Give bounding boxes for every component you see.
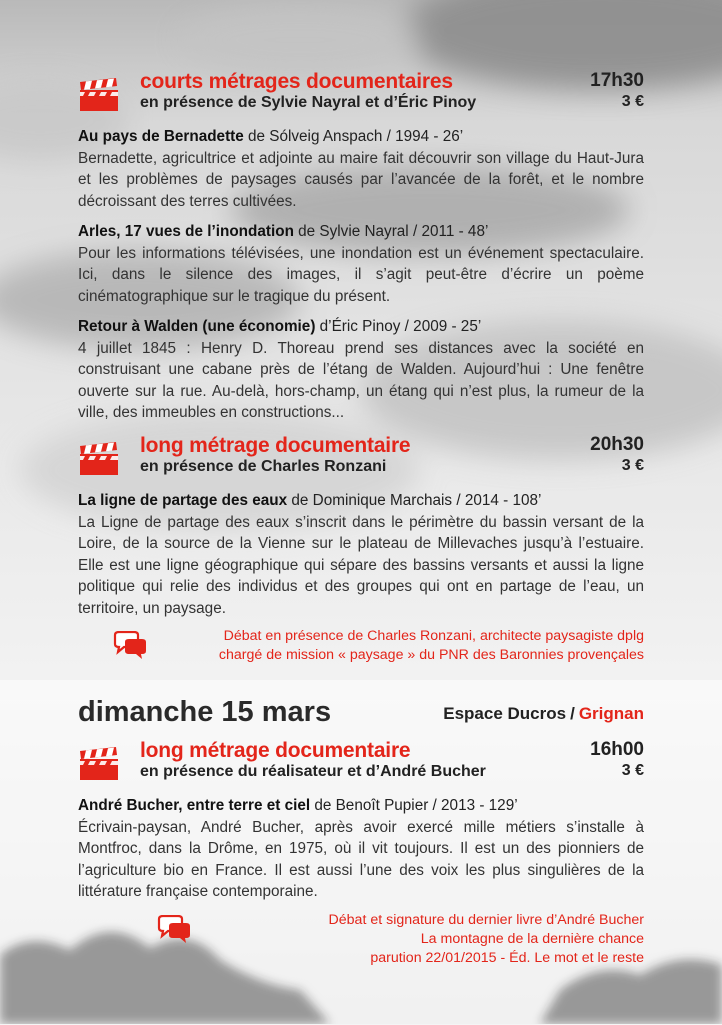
venue-town: Grignan (578, 704, 644, 723)
film-entry (78, 316, 644, 424)
section-subtitle: en présence de Charles Ronzani (140, 458, 387, 475)
film-clapperboard-icon (78, 747, 120, 781)
film-clapperboard-icon (78, 442, 120, 476)
venue (443, 704, 644, 724)
section-title: long métrage documentaire (140, 739, 411, 762)
film-description: Pour les informations télévisées, une inondation est un événement spectaculaire. Ici, dans le silence des images, il s’agit peut-être d’écrire un poème cinématographique sur le tragique du présent. (78, 244, 644, 305)
section-short-films (78, 72, 644, 424)
debate-line: parution 22/01/2015 - Éd. Le mot et le reste (370, 949, 644, 966)
film-entry (78, 795, 644, 903)
section-feature-film-evening (78, 436, 644, 665)
debate-line: La montagne de la dernière chance (420, 930, 644, 947)
debate-note (78, 627, 644, 665)
film-entry (78, 221, 644, 307)
section-feature-film-sunday (78, 741, 644, 968)
day-title: dimanche 15 mars (78, 696, 332, 728)
screening-time: 16h00 (590, 739, 644, 760)
film-title: Au pays de Bernadette (78, 128, 244, 145)
film-title: Arles, 17 vues de l’inondation (78, 223, 294, 240)
film-credits: de Sólveig Anspach / 1994 - 26’ (243, 128, 464, 145)
screening-time: 20h30 (590, 434, 644, 455)
film-entry (78, 126, 644, 212)
film-description: La Ligne de partage des eaux s’inscrit dans le périmètre du bassin versant de la Loire, de la source de la Vienne sur le plateau de Millevaches jusqu’à l’estuaire. Elle est une ligne géographique qui sépare des bassins versants et aussi la ligne politique qui relie des individus et des groupes qui ont en partage de l’eau, un territoire, un paysage. (78, 513, 644, 617)
film-credits: de Sylvie Nayral / 2011 - 48’ (293, 223, 489, 240)
section-title: courts métrages documentaires (140, 70, 453, 93)
debate-note (78, 911, 644, 968)
film-clapperboard-icon (78, 78, 120, 112)
ticket-price: 3 € (621, 93, 644, 110)
section-title: long métrage documentaire (140, 434, 411, 457)
film-description: Bernadette, agricultrice et adjointe au maire fait découvrir son village du Haut-Jura et les problèmes de paysages causés par l’avancée de la forêt, et le nombre décroissant des terres cultivées. (78, 149, 644, 210)
film-credits: d’Éric Pinoy / 2009 - 25’ (315, 318, 482, 335)
film-title: André Bucher, entre terre et ciel (78, 797, 311, 814)
section-header (78, 741, 644, 785)
film-credits: de Dominique Marchais / 2014 - 108’ (287, 492, 542, 509)
speech-bubbles-icon (112, 631, 148, 661)
section-subtitle: en présence de Sylvie Nayral et d’Éric Pinoy (140, 94, 477, 111)
film-credits: de Benoît Pupier / 2013 - 129’ (310, 797, 518, 814)
film-entry (78, 490, 644, 619)
debate-line: Débat en présence de Charles Ronzani, architecte paysagiste dplg (223, 628, 644, 644)
venue-name: Espace Ducros (443, 704, 567, 723)
section-header (78, 436, 644, 480)
section-subtitle: en présence du réalisateur et d’André Bucher (140, 763, 486, 780)
film-description: 4 juillet 1845 : Henry D. Thoreau prend ses distances avec la société en construisant une cabane près de l’étang de Walden. Aujourd’hui : Une fenêtre ouverte sur la rue. Au-delà, hors-champ, un étang qui n’est plus, la rumeur de la ville, des immeubles en constructions... (78, 339, 644, 421)
film-title: Retour à Walden (une économie) (78, 318, 316, 335)
ticket-price: 3 € (621, 762, 644, 779)
debate-line: Débat et signature du dernier livre d’André Bucher (328, 911, 644, 928)
film-title: La ligne de partage des eaux (78, 492, 288, 509)
ticket-price: 3 € (621, 457, 644, 474)
section-header (78, 72, 644, 116)
speech-bubbles-icon (156, 915, 192, 945)
venue-separator: / (570, 704, 575, 723)
debate-line: chargé de mission « paysage » du PNR des Baronnies provençales (218, 647, 644, 663)
film-description: Écrivain-paysan, André Bucher, après avoir exercé mille métiers s’installe à Montfroc, dans la Drôme, en 1975, où il vit toujours. Il est un des pionniers de l’agriculture bio en France. Il est aussi l’une des voix les plus singulières de la littérature française contemporaine. (78, 818, 644, 900)
screening-time: 17h30 (590, 70, 644, 91)
